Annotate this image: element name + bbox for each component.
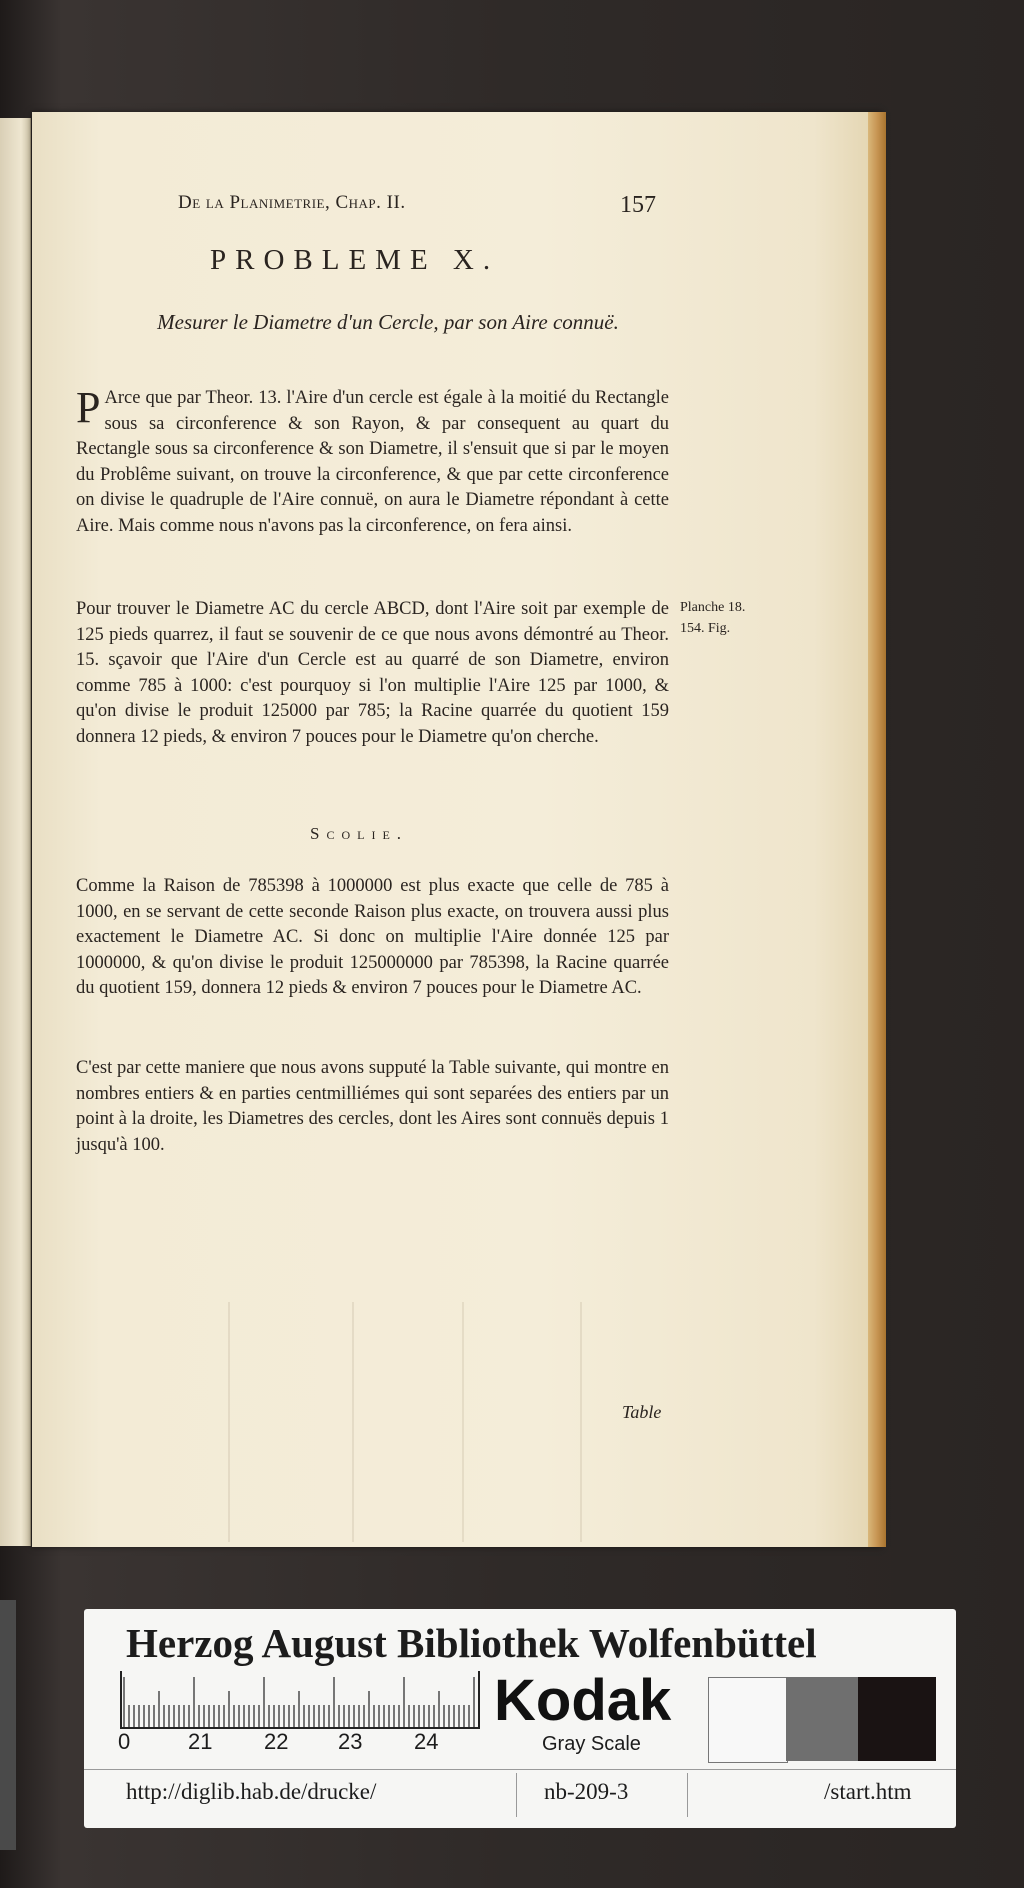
ruler-number: 24 <box>414 1729 439 1754</box>
kodak-logo: Kodak <box>494 1668 672 1733</box>
ruler-ticks <box>122 1671 478 1727</box>
paragraph-1 <box>76 383 669 540</box>
dropcap: P <box>76 383 101 432</box>
margin-note: Planche 18. 154. Fig. <box>680 600 746 636</box>
scanner-tab <box>0 1600 16 1850</box>
ruler-number: 21 <box>188 1729 213 1754</box>
card-divider <box>84 1769 956 1770</box>
ruler-number: 0 <box>118 1729 131 1754</box>
catchword: Table <box>622 1402 662 1422</box>
color-calibration-card <box>84 1609 956 1828</box>
problem-title: PROBLEME X. <box>210 244 500 276</box>
paragraph-1-text: Arce que par Theor. 13. l'Aire d'un cercle est égale à la moitié du Rectangle sous sa circonference & son Rayon, & par consequent au quart du Rectangle sous sa circonference & son Diametre, il s'ensuit que si par le moyen du Problême suivant, on trouve la circonference, & que par cette circonference on divise le quadruple de l'Aire connuë, on aura le Diametre répondant à cette Aire. Mais comme nous n'avons pas la circonference, on fera ainsi. <box>76 388 669 536</box>
paragraph-4: C'est par cette maniere que nous avons supputé la Table suivante, qui montre en nombres entiers & en parties centmilliémes qui sont separées des entiers par un point à la droite, les Diametres des cercles, dont les Aires sont connuës depuis 1 jusqu'à 100. <box>76 1058 669 1155</box>
previous-page-edge <box>0 118 31 1546</box>
ruler-number: 22 <box>264 1729 289 1754</box>
page-edge <box>868 112 886 1547</box>
card-title: Herzog August Bibliothek Wolfenbüttel <box>126 1620 817 1666</box>
url-left: http://diglib.hab.de/drucke/ <box>126 1779 377 1804</box>
problem-subtitle: Mesurer le Diametre d'un Cercle, par son Aire connuë. <box>157 310 619 334</box>
paragraph-3: Comme la Raison de 785398 à 1000000 est plus exacte que celle de 785 à 1000, en se servant de cette seconde Raison plus exacte, on trouvera aussi plus exactement le Diametre AC. Si donc on multiplie l'Aire donnée 125 par 1000000, & qu'on divise le produit 125000000 par 785398, la Racine quarrée du quotient 159, donnera 12 pieds & environ 7 pouces pour le Diametre AC. <box>76 876 669 999</box>
swatch-black <box>858 1677 936 1761</box>
url-middle: nb-209-3 <box>544 1779 629 1804</box>
ruler <box>120 1671 480 1729</box>
running-head: De la Planimetrie, Chap. II. <box>178 192 406 213</box>
scolie-heading: Scolie. <box>310 824 409 843</box>
paragraph-2: Pour trouver le Diametre AC du cercle ABCD, dont l'Aire soit par exemple de 125 pieds quarrez, il faut se souvenir de ce que nous avons démontré au Theor. 15. sçavoir que l'Aire d'un Cercle est au quarré de son Diametre, environ comme 785 à 1000: c'est pourquoy si l'on multiplie l'Aire 125 par 1000, & qu'on divise le produit 125000 par 785; la Racine quarrée du quotient 159 donnera 12 pieds, & environ 7 pouces pour le Diametre qu'on cherche. <box>76 599 669 747</box>
url-right: /start.htm <box>824 1779 912 1804</box>
swatch-white <box>708 1677 788 1763</box>
grayscale-label: Gray Scale <box>542 1733 641 1755</box>
swatch-gray <box>786 1677 858 1761</box>
page-number: 157 <box>620 192 656 218</box>
ruler-number: 23 <box>338 1729 363 1754</box>
